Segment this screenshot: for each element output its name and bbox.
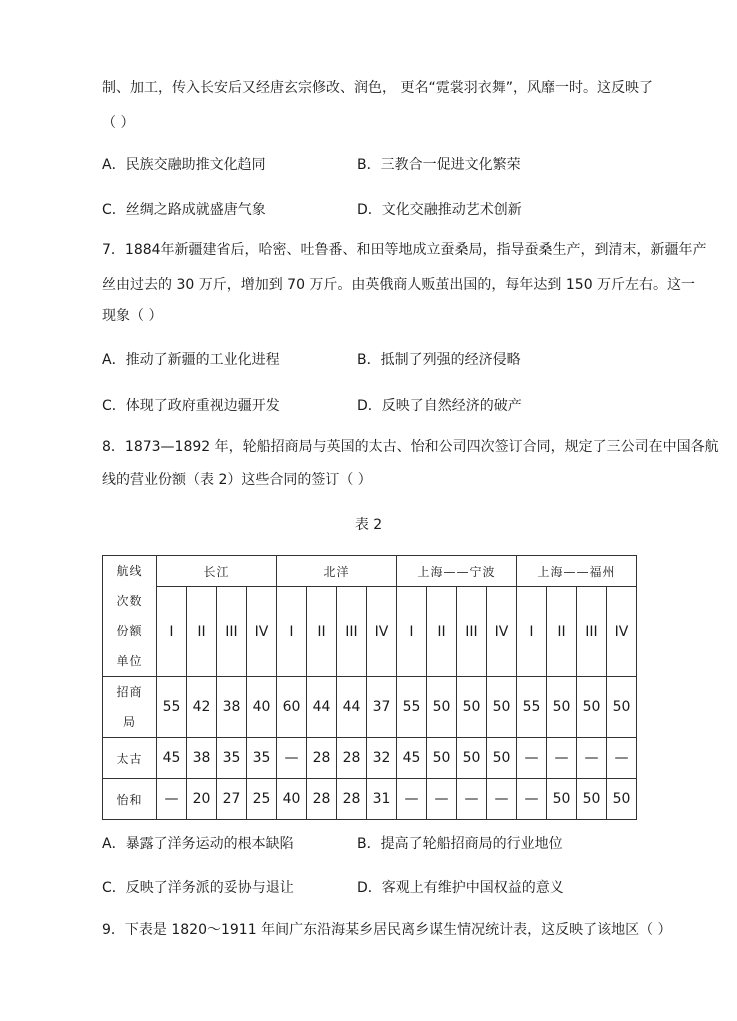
- row-label-part: 局: [122, 715, 136, 729]
- q7-option-d[interactable]: D．反映了自然经济的破产: [357, 398, 522, 414]
- table-cell: —: [547, 738, 577, 779]
- table-cell: 38: [187, 738, 217, 779]
- table-cell: 25: [247, 779, 277, 820]
- q7-option-b[interactable]: B．抵制了列强的经济侵略: [357, 352, 521, 368]
- q7-stem-line2: 丝由过去的 30 万斤，增加到 70 万斤。由英俄商人贩茧出国的，每年达到 150 万斤左右。这一: [102, 277, 696, 293]
- q9-stem-line1: 9．下表是 1820～1911 年间广东沿海某乡居民离乡谋生情况统计表，这反映了该地区（ ）: [102, 922, 672, 938]
- table-cell: 50: [427, 738, 457, 779]
- corner-label-share: 份额: [116, 624, 143, 638]
- corner-label-term: 次数: [116, 594, 143, 608]
- term-header: IV: [607, 587, 637, 677]
- table-cell: 45: [397, 738, 427, 779]
- shipping-share-table: [102, 555, 637, 820]
- table-cell: 35: [247, 738, 277, 779]
- table-cell: 50: [427, 677, 457, 738]
- q7-option-c[interactable]: C．体现了政府重视边疆开发: [102, 398, 280, 414]
- term-header: III: [457, 587, 487, 677]
- row-label-zhaoshangju: [103, 677, 157, 738]
- route-header-changjiang: 长江: [157, 556, 277, 587]
- term-header: IV: [247, 587, 277, 677]
- corner-label-unit: 单位: [116, 654, 143, 668]
- table-cell: 28: [337, 779, 367, 820]
- route-header-beiyang: 北洋: [277, 556, 397, 587]
- term-header: II: [427, 587, 457, 677]
- q8-stem-line1: 8．1873—1892 年，轮船招商局与英国的太古、怡和公司四次签订合同，规定了三公司在中国各航: [102, 439, 719, 455]
- q8-stem-line2: 线的营业份额（表 2）这些合同的签订（ ）: [102, 472, 372, 488]
- term-header: II: [547, 587, 577, 677]
- row-label-part: 招商: [116, 685, 143, 699]
- term-header: III: [577, 587, 607, 677]
- table-cell: 45: [157, 738, 187, 779]
- term-header: I: [157, 587, 187, 677]
- table-cell: 50: [607, 677, 637, 738]
- q6-stem-line1: 制、加工，传入长安后又经唐玄宗修改、润色， 更名“霓裳羽衣舞”，风靡一时。这反映了: [102, 80, 653, 96]
- table-cell: —: [517, 779, 547, 820]
- table-cell: 28: [307, 779, 337, 820]
- term-header: I: [397, 587, 427, 677]
- q7-stem-line3: 现象（ ）: [102, 308, 163, 324]
- term-header: III: [217, 587, 247, 677]
- term-header: I: [277, 587, 307, 677]
- table-cell: 50: [547, 779, 577, 820]
- table-cell: —: [277, 738, 307, 779]
- corner-header: [103, 556, 157, 677]
- q8-option-c[interactable]: C．反映了洋务派的妥协与退让: [102, 880, 294, 896]
- route-header-shanghai-fuzhou: 上海——福州: [517, 556, 637, 587]
- table-cell: 50: [607, 779, 637, 820]
- q6-option-c[interactable]: C．丝绸之路成就盛唐气象: [102, 202, 266, 218]
- table-cell: 50: [457, 738, 487, 779]
- term-header: IV: [367, 587, 397, 677]
- table-row: [103, 738, 637, 779]
- term-header: III: [337, 587, 367, 677]
- table-cell: 31: [367, 779, 397, 820]
- q7-option-a[interactable]: A．推动了新疆的工业化进程: [102, 352, 280, 368]
- table-cell: 44: [337, 677, 367, 738]
- table-cell: 28: [337, 738, 367, 779]
- row-label-taikoo: 太古: [103, 738, 157, 779]
- q6-option-a[interactable]: A．民族交融助推文化趋同: [102, 157, 266, 173]
- table-cell: 60: [277, 677, 307, 738]
- term-header: I: [517, 587, 547, 677]
- table-cell: 20: [187, 779, 217, 820]
- table-cell: 50: [457, 677, 487, 738]
- corner-label-route: 航线: [116, 564, 143, 578]
- q8-option-d[interactable]: D．客观上有维护中国权益的意义: [357, 880, 564, 896]
- table-cell: —: [487, 779, 517, 820]
- table-cell: 55: [397, 677, 427, 738]
- table-cell: 50: [487, 738, 517, 779]
- table-cell: 50: [487, 677, 517, 738]
- table-cell: —: [397, 779, 427, 820]
- q7-stem-line1: 7．1884年新疆建省后，哈密、吐鲁番、和田等地成立蚕桑局，指导蚕桑生产，到清末，新疆年产: [102, 242, 707, 258]
- table-row: [103, 779, 637, 820]
- table-cell: 37: [367, 677, 397, 738]
- table-cell: —: [427, 779, 457, 820]
- table-cell: —: [517, 738, 547, 779]
- table-row: [103, 677, 637, 738]
- table-cell: 38: [217, 677, 247, 738]
- q6-option-d[interactable]: D．文化交融推动艺术创新: [357, 202, 522, 218]
- q6-stem-line2: （ ）: [102, 115, 135, 131]
- term-header: IV: [487, 587, 517, 677]
- table-caption: 表 2: [354, 517, 383, 533]
- table-cell: 27: [217, 779, 247, 820]
- table-cell: —: [607, 738, 637, 779]
- table-cell: —: [577, 738, 607, 779]
- row-label-jardine: 怡和: [103, 779, 157, 820]
- table-cell: 40: [277, 779, 307, 820]
- table-cell: 50: [577, 779, 607, 820]
- q8-option-a[interactable]: A．暴露了洋务运动的根本缺陷: [102, 836, 294, 852]
- term-header: II: [307, 587, 337, 677]
- table-cell: 55: [157, 677, 187, 738]
- q8-option-b[interactable]: B．提高了轮船招商局的行业地位: [357, 836, 563, 852]
- table-cell: 32: [367, 738, 397, 779]
- table-cell: 55: [517, 677, 547, 738]
- table-cell: —: [157, 779, 187, 820]
- table-cell: —: [457, 779, 487, 820]
- route-header-shanghai-ningbo: 上海——宁波: [397, 556, 517, 587]
- table-cell: 28: [307, 738, 337, 779]
- table-cell: 42: [187, 677, 217, 738]
- table-cell: 50: [577, 677, 607, 738]
- term-header: II: [187, 587, 217, 677]
- table-cell: 50: [547, 677, 577, 738]
- table-cell: 40: [247, 677, 277, 738]
- q6-option-b[interactable]: B．三教合一促进文化繁荣: [357, 157, 521, 173]
- table-cell: 44: [307, 677, 337, 738]
- table-cell: 35: [217, 738, 247, 779]
